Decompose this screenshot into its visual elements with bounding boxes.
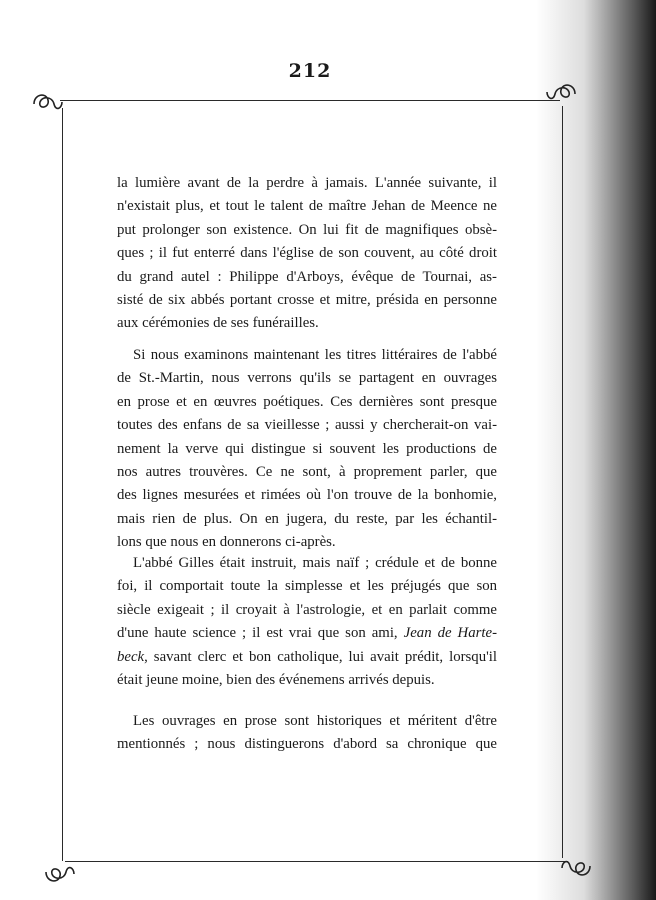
author-name-italic: beck	[117, 648, 145, 665]
text-line: foi, il comportait toute la simplesse et les préjugés que son	[117, 578, 497, 595]
frame-top-border	[60, 100, 560, 101]
text-line: de St.-Martin, nous verrons qu'ils se partagent en ouvrages	[117, 370, 497, 387]
text-line: lons que nous en donnerons ci-après.	[117, 534, 336, 551]
text-line: ques ; il fut enterré dans l'église de son couvent, au côté droit	[117, 245, 497, 262]
text-line	[117, 646, 497, 669]
paragraph-2	[117, 344, 497, 555]
page-number: 212	[288, 60, 332, 82]
paragraph-3	[117, 552, 497, 692]
corner-ornament-bottom-right	[560, 852, 594, 882]
text-line: mais rien de plus. On en jugera, du reste, par les échantil-	[117, 510, 497, 527]
frame-bottom-border	[65, 861, 568, 862]
text-line: sisté de six abbés portant crosse et mitre, présida en personne	[117, 292, 497, 309]
text-line	[117, 622, 497, 645]
text-line: put prolonger son existence. On lui fit de magnifiques obsè-	[117, 221, 497, 238]
text-line: mentionnés ; nous distinguerons d'abord sa chronique que	[117, 736, 497, 753]
paragraph-4	[117, 710, 497, 757]
text-line: aux cérémonies de ses funérailles.	[117, 315, 319, 332]
text-line: Les ouvrages en prose sont historiques et méritent d'être	[133, 713, 497, 729]
text-line: n'existait plus, et tout le talent de maître Jehan de Meence ne	[117, 198, 497, 215]
text-fragment: d'une haute science ; il est vrai que son ami,	[117, 625, 398, 642]
text-line: siècle exigeait ; il croyait à l'astrologie, et en parlait comme	[117, 601, 497, 618]
page-edge-shadow	[536, 0, 656, 900]
corner-ornament-top-left	[30, 88, 64, 118]
text-fragment: , savant clerc et bon catholique, lui avait prédit, lorsqu'il	[144, 648, 497, 665]
text-line: L'abbé Gilles était instruit, mais naïf ; crédule et de bonne	[133, 555, 497, 571]
text-line: la lumière avant de la perdre à jamais. L'année suivante, il	[117, 175, 497, 191]
corner-ornament-bottom-left	[42, 858, 76, 888]
text-line: en prose et en œuvres poétiques. Ces dernières sont presque	[117, 393, 497, 410]
corner-ornament-top-right	[545, 78, 579, 108]
text-line: toutes des enfans de sa vieillesse ; aussi y chercherait-on vai-	[117, 417, 497, 434]
text-line: nos autres trouvères. Ce ne sont, à proprement parler, que	[117, 464, 497, 481]
frame-right-border	[562, 106, 563, 858]
frame-left-border	[62, 108, 63, 861]
text-line: nement la verve qui distingue si souvent les productions de	[117, 440, 497, 457]
text-line: était jeune moine, bien des événemens arrivés depuis.	[117, 672, 435, 689]
text-line: des lignes mesurées et rimées où l'on trouve de la bonhomie,	[117, 487, 497, 504]
paragraph-1	[117, 172, 497, 336]
text-line: du grand autel : Philippe d'Arboys, évêque de Tournai, as-	[117, 268, 497, 285]
author-name-italic: Jean de Harte-	[403, 625, 498, 642]
text-line: Si nous examinons maintenant les titres littéraires de l'abbé	[133, 347, 497, 363]
